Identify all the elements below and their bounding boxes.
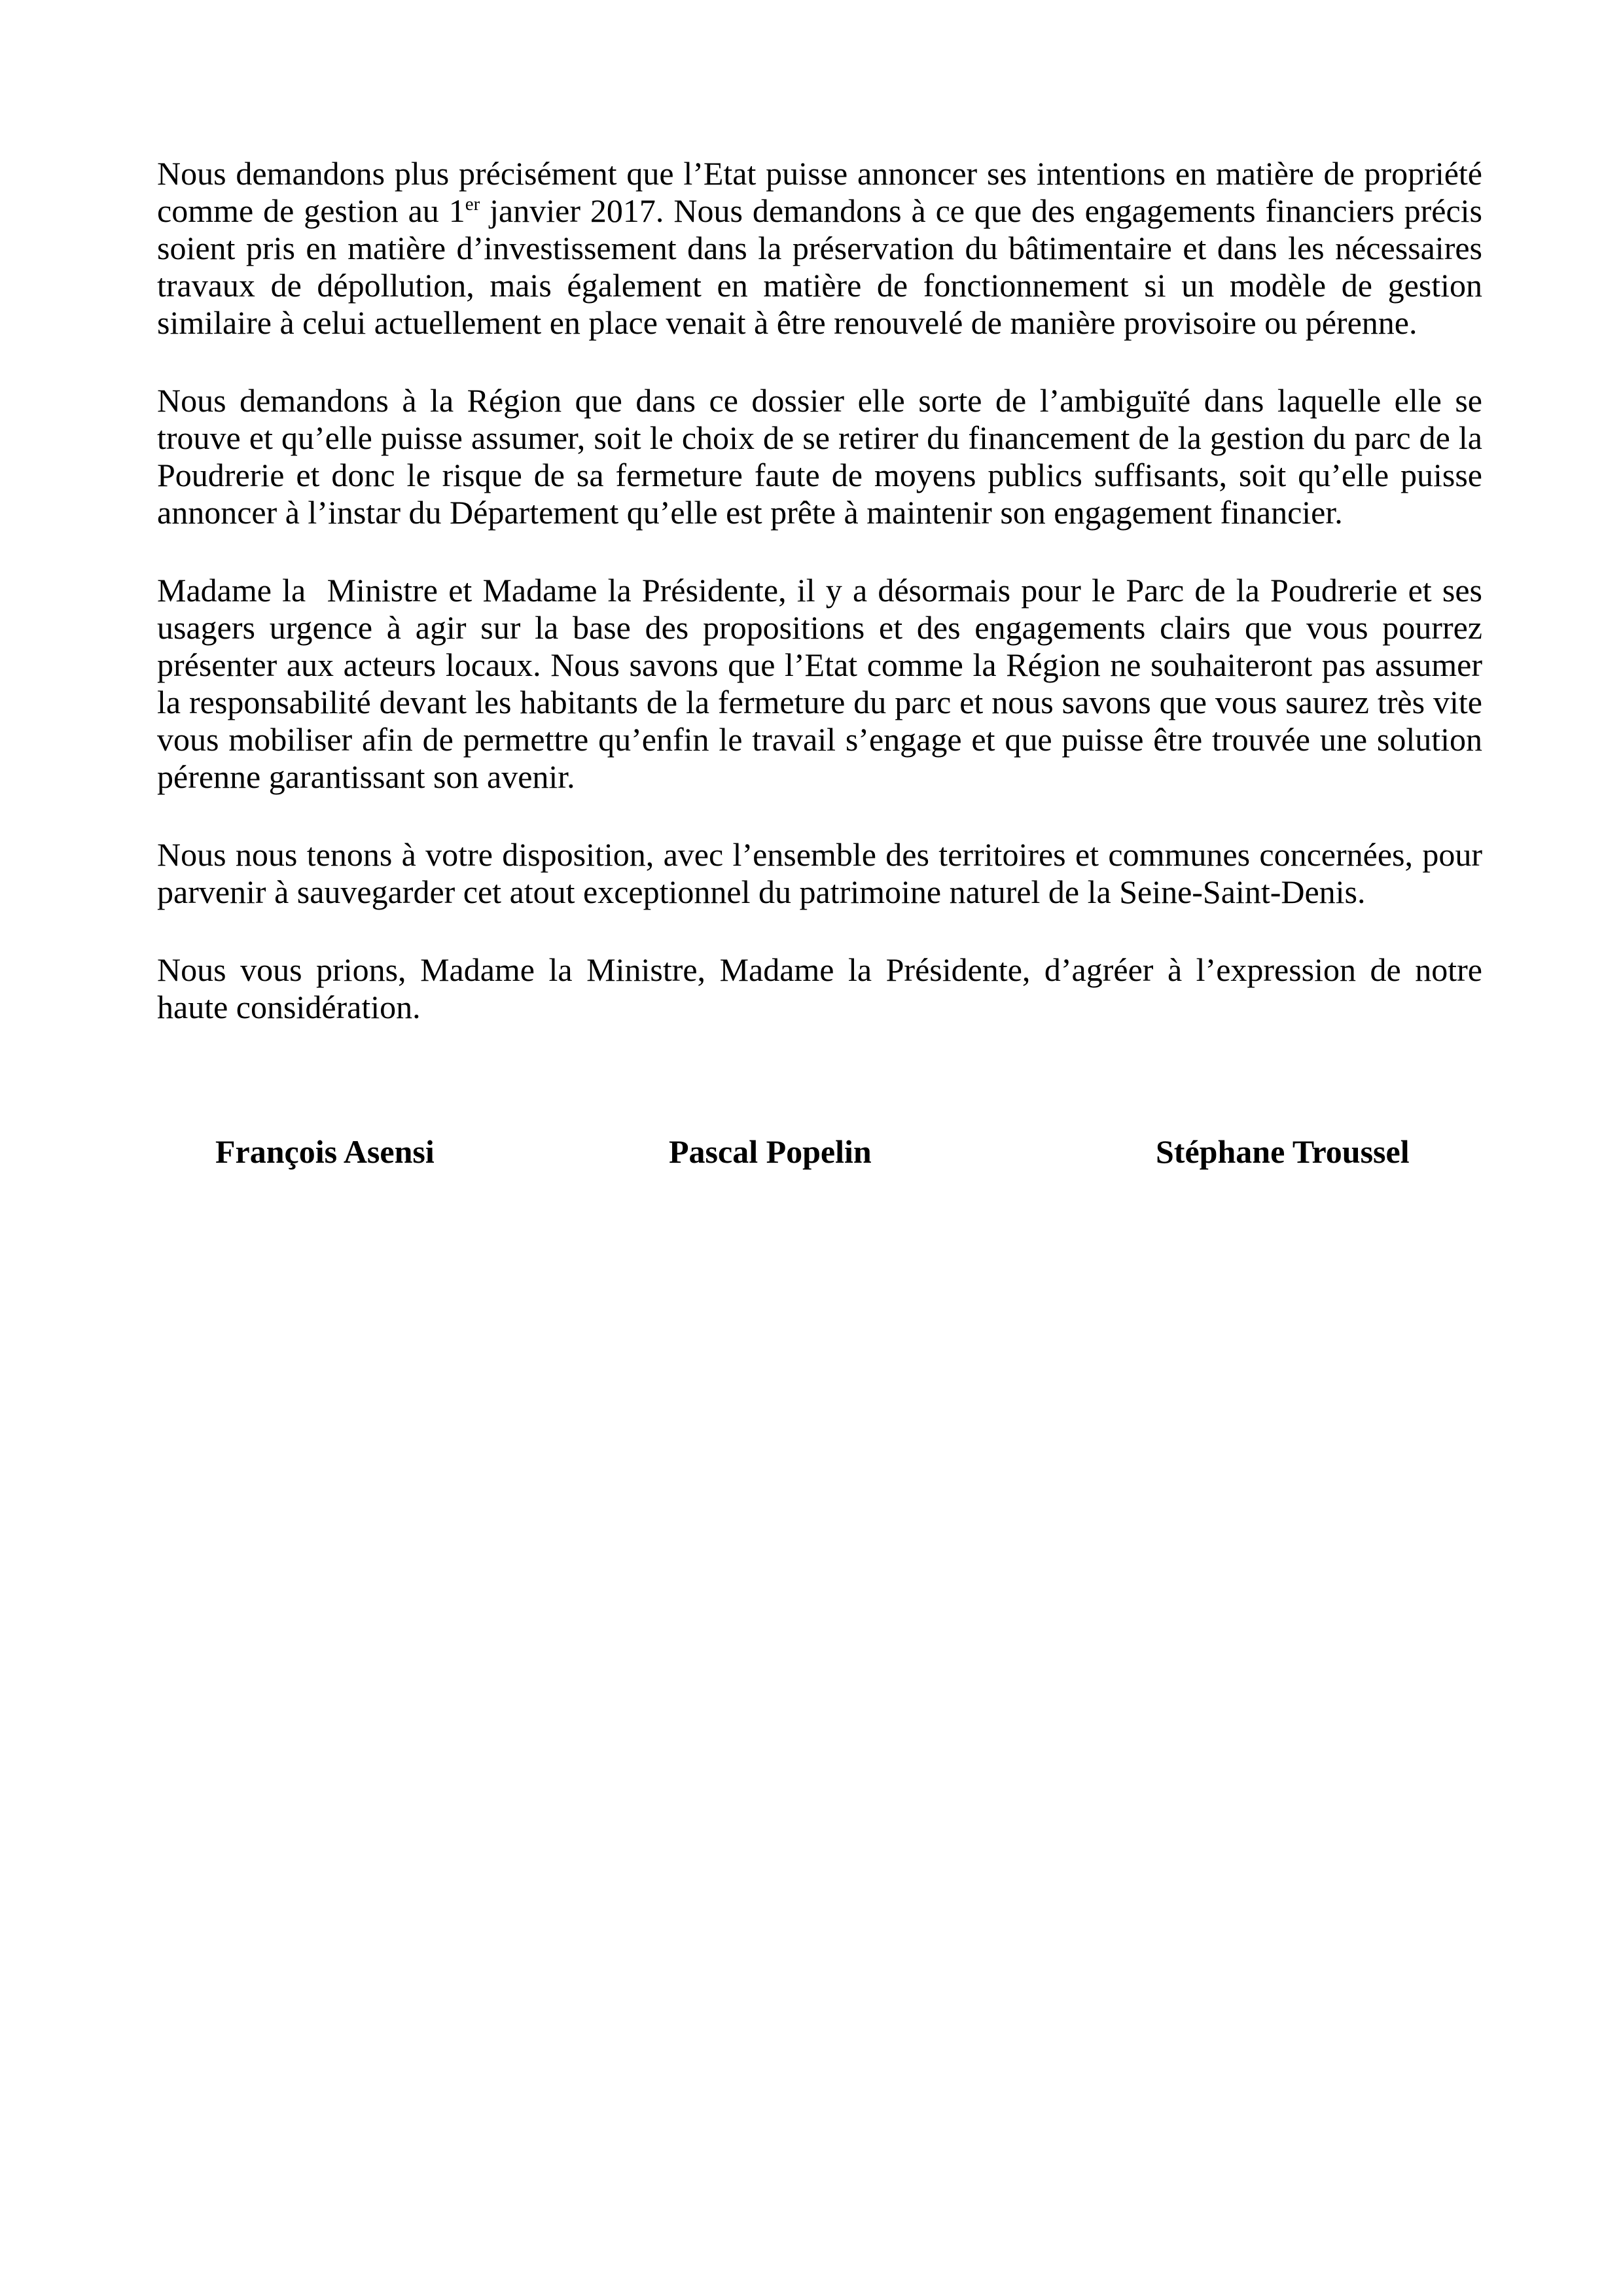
paragraph-text-before-superscript: Nous demandons plus précisément que l’Etat puisse annoncer ses intentions en matière de propriété comme de gestion au 1 [157,155,1482,229]
paragraph-urgence-parc-poudrerie: Madame la Ministre et Madame la Présidente, il y a désormais pour le Parc de la Poudrerie et ses usagers urgence à agir sur la base des propositions et des engagements clairs que vous pourrez présenter aux acteurs locaux. Nous savons que l’Etat comme la Région ne souhaiteront pas assumer la responsabilité devant les habitants de la fermeture du parc et nous savons que vous saurez très vite vous mobiliser afin de permettre qu’enfin le travail s’engage et que puisse être trouvée une solution pérenne garantissant son avenir. [157,572,1482,795]
signature-francois-asensi: François Asensi [215,1133,435,1170]
paragraph-demandes-etat [157,155,1482,342]
signature-pascal-popelin: Pascal Popelin [669,1133,872,1170]
paragraph-text-after-superscript: janvier 2017. Nous demandons à ce que des engagements financiers précis soient pris en matière d’investissement dans la préservation du bâtimentaire et dans les nécessaires travaux de dépollution, mais également en matière de fonctionnement si un modèle de gestion similaire à celui actuellement en place venait à être renouvelé de manière provisoire ou pérenne. [157,192,1482,341]
signature-stephane-troussel: Stéphane Troussel [1156,1133,1410,1170]
letter-body [157,155,1482,1171]
superscript-er: er [465,194,480,215]
signature-row [157,1133,1482,1171]
paragraph-formule-politesse: Nous vous prions, Madame la Ministre, Madame la Présidente, d’agréer à l’expression de notre haute considération. [157,951,1482,1025]
paragraph-disposition-territoires: Nous nous tenons à votre disposition, avec l’ensemble des territoires et communes concernées, pour parvenir à sauvegarder cet atout exceptionnel du patrimoine naturel de la Seine-Saint-Denis. [157,836,1482,910]
paragraph-demandes-region: Nous demandons à la Région que dans ce dossier elle sorte de l’ambiguïté dans laquelle elle se trouve et qu’elle puisse assumer, soit le choix de se retirer du financement de la gestion du parc de la Poudrerie et donc le risque de sa fermeture faute de moyens publics suffisants, soit qu’elle puisse annoncer à l’instar du Département qu’elle est prête à maintenir son engagement financier. [157,382,1482,531]
